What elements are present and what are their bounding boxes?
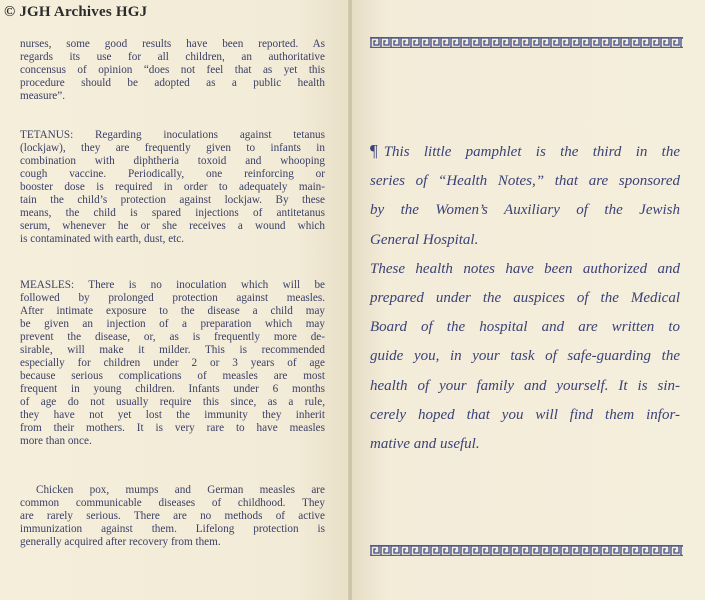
text-line: nurses, some good results have been reported. As xyxy=(20,38,325,50)
text-line: be given an injection of a preparation which may xyxy=(20,318,325,330)
text-line: more than once. xyxy=(20,435,92,447)
text-line: TETANUS: Regarding inoculations against tetanus xyxy=(20,129,325,141)
paragraph-immunization-continued xyxy=(20,38,325,103)
pamphlet-introduction xyxy=(370,136,680,459)
text-line: from their mothers. It is very rare to have measles xyxy=(20,422,325,434)
text-line: After intimate exposure to the disease a child may xyxy=(20,305,325,317)
text-line: Chicken pox, mumps and German measles are xyxy=(36,484,325,496)
text-line: prepared under the auspices of the Medical xyxy=(370,290,680,307)
text-line: sirable, will make it milder. This is recommended xyxy=(20,344,325,356)
text-line: because serious complications of measles are most xyxy=(20,370,325,382)
text-line: generally acquired after recovery from them. xyxy=(20,536,221,548)
text-line: common communicable diseases of childhood. They xyxy=(20,497,325,509)
text-line: is contaminated with earth, dust, etc. xyxy=(20,233,185,245)
text-line: General Hospital. xyxy=(370,231,479,248)
text-line: especially for children under 2 or 3 years of age xyxy=(20,357,325,369)
paragraph-measles xyxy=(20,279,325,448)
text-line xyxy=(370,136,680,167)
text-line: of age do not usually require this since, as a rule, xyxy=(20,396,325,408)
text-line: Board of the hospital and are written to xyxy=(370,319,680,336)
text-line: tain the child’s protection against lockjaw. By these xyxy=(20,194,325,206)
text-line: mative and useful. xyxy=(370,436,480,453)
text-line: by the Women’s Auxiliary of the Jewish xyxy=(370,202,680,219)
text-line: MEASLES: There is no inoculation which will be xyxy=(20,279,325,291)
text-line: health of your family and yourself. It is sin- xyxy=(370,377,680,394)
text-line: frequent in young children. Infants under 6 months xyxy=(20,383,325,395)
text-line: These health notes have been authorized and xyxy=(370,260,680,277)
text-line: concensus of opinion “does not feel that as yet this xyxy=(20,64,325,76)
text-line: means, the child is spared injections of antitetanus xyxy=(20,207,325,219)
text-line: cerely hoped that you will find them infor- xyxy=(370,406,680,423)
text-line: series of “Health Notes,” that are sponsored xyxy=(370,173,680,190)
text-line: (lockjaw), they are frequently given to infants in xyxy=(20,142,325,154)
text-line: followed by prolonged protection against measles. xyxy=(20,292,325,304)
pilcrow-icon: ¶ xyxy=(370,141,378,160)
paragraph-chicken-pox xyxy=(20,484,325,549)
text-line: combination with diphtheria toxoid and whooping xyxy=(20,155,325,167)
text-line: immunization against them. Lifelong protection is xyxy=(20,523,325,535)
text-line: are rarely serious. There are no methods of active xyxy=(20,510,325,522)
text-line: they have not yet lost the immunity they inherit xyxy=(20,409,325,421)
text-line: procedure should be adopted as a public health xyxy=(20,77,325,89)
intro-line-text: This little pamphlet is the third in the xyxy=(383,144,680,160)
archive-watermark: © JGH Archives HGJ xyxy=(4,4,148,20)
text-line: guide you, in your task of safe-guarding the xyxy=(370,348,680,365)
text-line: serum, whenever he or she receives a wound which xyxy=(20,220,325,232)
text-line: measure”. xyxy=(20,90,66,102)
text-line: cough vaccine. Periodically, one reinforcing or xyxy=(20,168,325,180)
text-line: regards its use for all children, an authoritative xyxy=(20,51,325,63)
text-line: booster dose is required in order to adequately main- xyxy=(20,181,325,193)
greek-key-border-top xyxy=(370,37,683,48)
greek-key-border-bottom xyxy=(370,545,683,556)
paragraph-tetanus xyxy=(20,129,325,246)
text-line: prevent the disease, or, as is frequently more de- xyxy=(20,331,325,343)
